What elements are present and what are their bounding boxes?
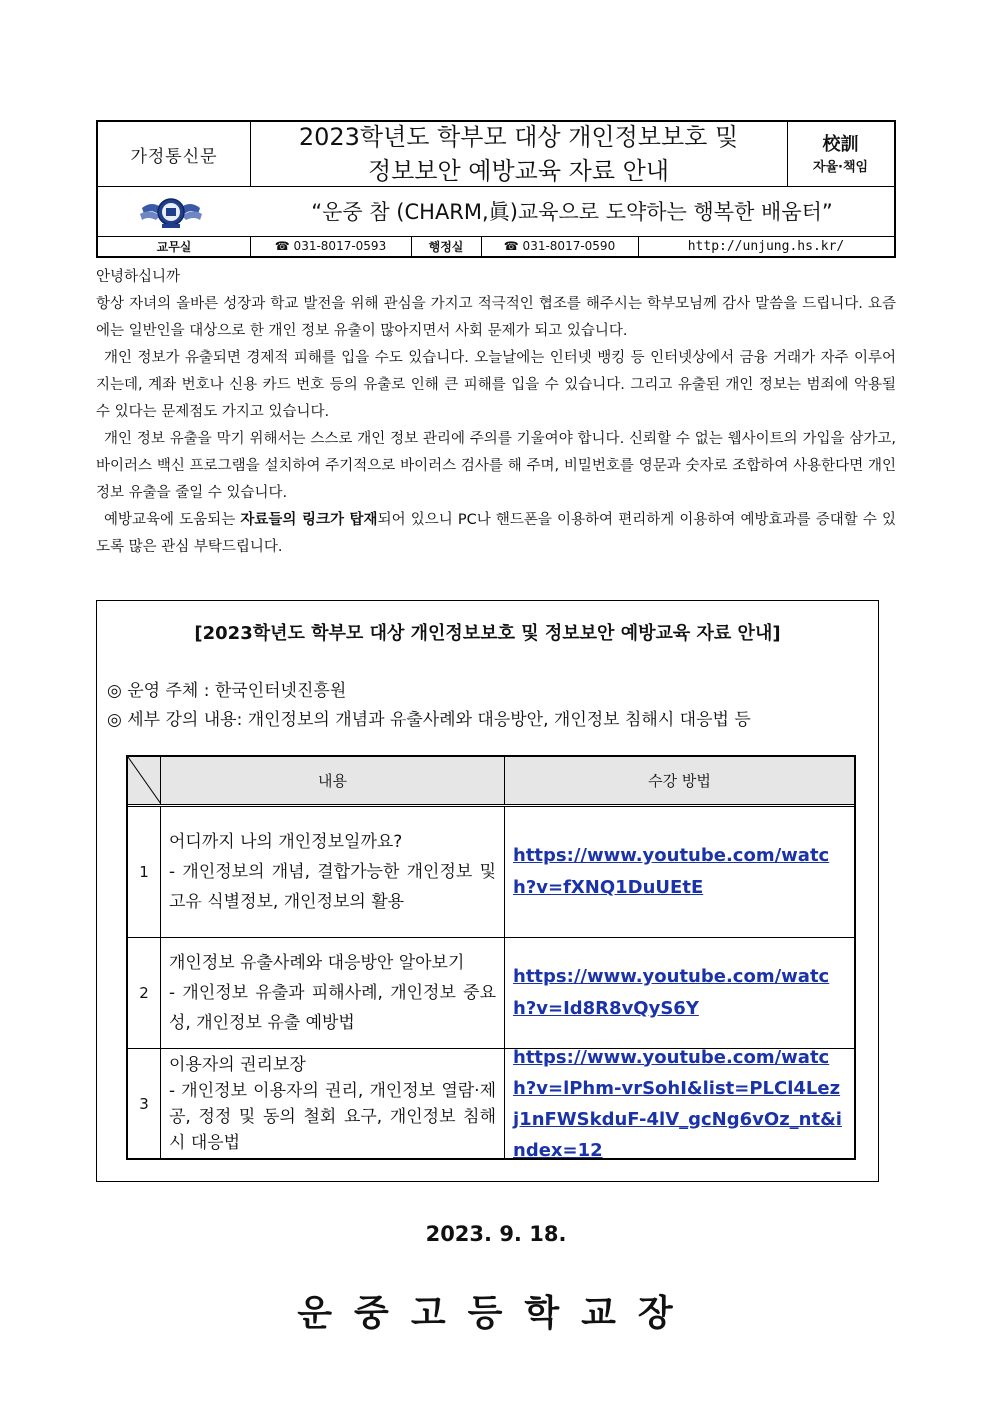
intro-paragraph-1: 항상 자녀의 올바른 성장과 학교 발전을 위해 관심을 가지고 적극적인 협조를 해주시는 학부모님께 감사 말씀을 드립니다. 요즘에는 일반인을 대상으로 한 개인 정보 유출이 많아지면서 사회 문제가 되고 있습니다. (96, 296, 896, 339)
letter-header-table (96, 120, 896, 258)
greeting: 안녕하십니까 (96, 269, 181, 285)
youtube-link-1[interactable]: https://www.youtube.com/watch?v=fXNQ1DuUEtE (513, 845, 830, 898)
school-logo (136, 192, 206, 232)
principal-signature: 운중고등학교장 (297, 1293, 695, 1334)
operator-line: ◎ 운영 주체 : 한국인터넷진흥원 (107, 681, 347, 701)
p4-text: 예방교육에 도움되는 (104, 512, 241, 528)
school-website-link[interactable]: http://unjung.hs.kr/ (687, 238, 845, 254)
youtube-link-2[interactable]: https://www.youtube.com/watch?v=Id8R8vQyS6Y (513, 966, 830, 1019)
education-info-box (96, 600, 879, 1182)
title-line-2: 정보보안 예방교육 자료 안내 (367, 157, 670, 185)
row-number: 2 (128, 938, 161, 1048)
school-motto (787, 122, 894, 186)
office2-phone: ☎ 031-8017-0590 (503, 239, 616, 253)
column-header-method: 수강 방법 (505, 757, 854, 804)
office1-label: 교무실 (156, 239, 192, 254)
motto-hanja: 校訓 (822, 133, 859, 155)
row-content: 어디까지 나의 개인정보일까요? - 개인정보의 개념, 결합가능한 개인정보 및 고유 식별정보, 개인정보의 활용 (161, 807, 505, 937)
school-slogan: “운중 참 (CHARM,眞)교육으로 도약하는 행복한 배움터” (311, 200, 833, 224)
office1-phone: ☎ 031-8017-0593 (274, 239, 387, 253)
corner-cell (128, 757, 161, 804)
row-number: 3 (128, 1049, 161, 1158)
intro-paragraph-3: 개인 정보 유출을 막기 위해서는 스스로 개인 정보 관리에 주의를 기울여야 합니다. 신뢰할 수 없는 웹사이트의 가입을 삼가고, 바이러스 백신 프로그램을 설치하여 주기적으로 바이러스 검사를 해 주며, 비밀번호를 영문과 숫자로 조합하여 사용한다면 개인 정보 유출을 줄일 수 있습니다. (96, 431, 896, 501)
title-line-1: 2023학년도 학부모 대상 개인정보보호 및 (298, 123, 739, 151)
motto-words: 자율·책임 (812, 159, 869, 175)
newsletter-label: 가정통신문 (130, 146, 218, 167)
row-content: 개인정보 유출사례와 대응방안 알아보기 - 개인정보 유출과 피해사례, 개인정보 중요성, 개인정보 유출 예방법 (161, 938, 505, 1048)
intro-paragraph-4 (96, 507, 896, 561)
p4-bold-text: 자료들의 링크가 탑재 (240, 512, 378, 528)
office2-label: 행정실 (428, 239, 464, 254)
row-number: 1 (128, 807, 161, 937)
intro-text (96, 264, 896, 561)
document-title (250, 122, 787, 186)
course-table (126, 755, 856, 1160)
p4-text-end: 되어 있으니 PC나 핸드폰을 이용하여 편리하게 이용하여 예방효과를 증대할 수 있도록 많은 관심 부탁드립니다. (96, 512, 897, 555)
document-date: 2023. 9. 18. (425, 1222, 567, 1246)
box-title: [2023학년도 학부모 대상 개인정보보호 및 정보보안 예방교육 자료 안내] (194, 623, 781, 644)
column-header-content: 내용 (161, 757, 505, 804)
youtube-link-3[interactable]: https://www.youtube.com/watch?v=lPhm-vrSohI&list=PLCl4Lezj1nFWSkduF-4lV_gcNg6vOz_nt&index=12 (513, 1046, 842, 1161)
row-content: 이용자의 권리보장 - 개인정보 이용자의 권리, 개인정보 열람·제공, 정정 및 동의 철회 요구, 개인정보 침해 시 대응법 (161, 1049, 505, 1158)
intro-paragraph-2: 개인 정보가 유출되면 경제적 피해를 입을 수도 있습니다. 오늘날에는 인터넷 뱅킹 등 인터넷상에서 금융 거래가 자주 이루어지는데, 계좌 번호나 신용 카드 번호 등의 유출로 인해 큰 피해를 입을 수 있습니다. 그리고 유출된 개인 정보는 범죄에 악용될 수 있다는 문제점도 가지고 있습니다. (96, 350, 896, 420)
details-line: ◎ 세부 강의 내용: 개인정보의 개념과 유출사례와 대응방안, 개인정보 침해시 대응법 등 (107, 710, 751, 730)
